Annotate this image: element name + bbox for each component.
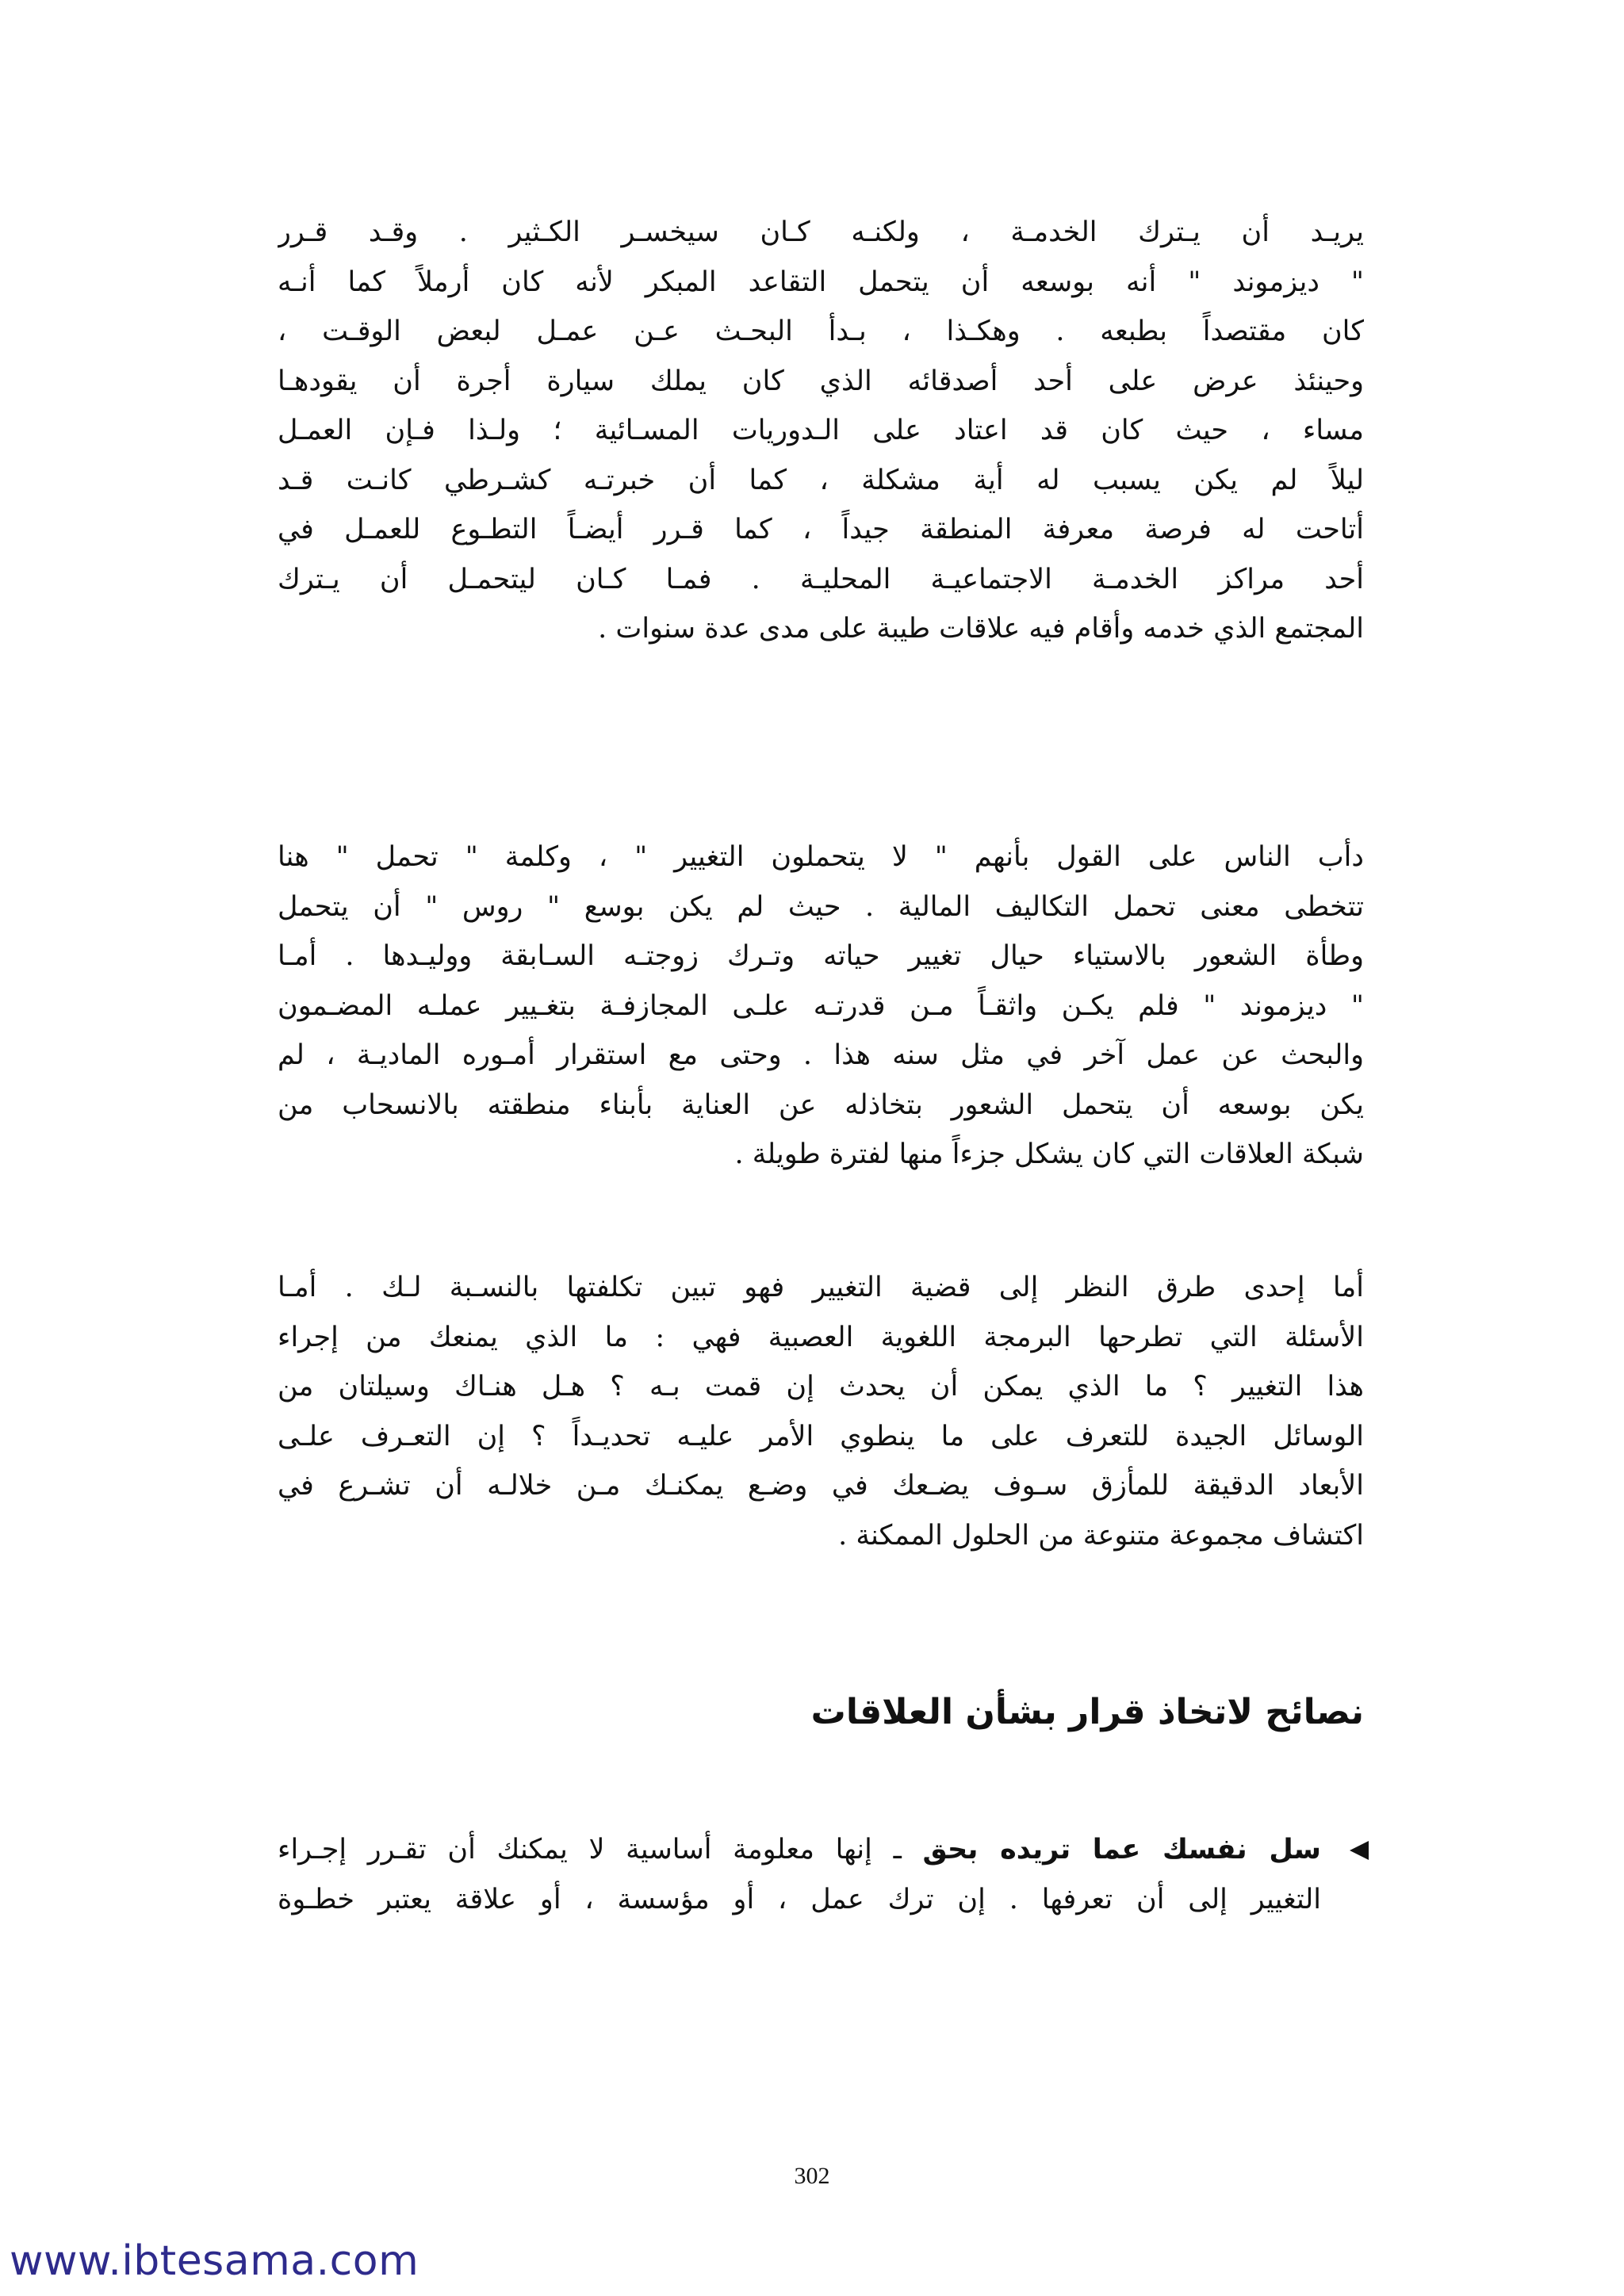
text-line: أتاحت له فرصة معرفة المنطقة جيداً ، كما قـرر أيضـاً التطـوع للعمـل في bbox=[278, 514, 1364, 545]
text-line: ليلاً لم يكن يسبب له أية مشكلة ، كما أن خبرتـه كشـرطي كانـت قـد bbox=[278, 464, 1364, 496]
text-line: تتخطى معنى تحمل التكاليف المالية . حيث لم يكن بوسع " روس " أن يتحمل bbox=[278, 890, 1364, 923]
text-line: أما إحدى طرق النظر إلى قضية التغيير فهو تبين تكلفتها بالنسـبة لـك . أمـا bbox=[278, 1272, 1364, 1303]
text-line: المجتمع الذي خدمه وأقام فيه علاقات طيبة على مدى عدة سنوات . bbox=[598, 613, 1364, 645]
text-line: هذا التغيير ؟ ما الذي يمكن أن يحدث إن قمت بـه ؟ هـل هنـاك وسيلتان من bbox=[278, 1371, 1364, 1402]
bullet-arrow-icon bbox=[1350, 1841, 1369, 1860]
bullet-line: التغيير إلى أن تعرفها . إن ترك عمل ، أو مؤسسة ، أو علاقة يعتبر خطـوة bbox=[278, 1883, 1321, 1915]
text-line: دأب الناس على القول بأنهم " لا يتحملون التغيير " ، وكلمة " تحمل " هنا bbox=[278, 841, 1364, 873]
text-line: وحينئذ عرض على أحد أصدقائه الذي كان يملك سيارة أجرة أن يقودهـا bbox=[278, 365, 1364, 397]
text-line: " ديزموند " فلم يكـن واثقـاً مـن قدرتـه علـى المجازفـة بتغـيير عملـه المضـمون bbox=[278, 989, 1364, 1022]
text-line: أحد مراكز الخدمـة الاجتماعيـة المحليـة . فمـا كـان ليتحمـل أن يـترك bbox=[278, 563, 1364, 595]
bullet-list bbox=[278, 1825, 1364, 1924]
paragraph-cost-of-change bbox=[278, 1263, 1364, 1560]
text-line: الوسائل الجيدة للتعرف على ما ينطوي الأمر عليـه تحديـداً ؟ إن التعـرف علـى bbox=[278, 1420, 1364, 1452]
text-line: وطأة الشعور بالاستياء حيال تغيير حياته وتـرك زوجتـه السـابقة ووليـدها . أمـا bbox=[278, 940, 1364, 972]
paragraph-desmond-retirement bbox=[278, 208, 1364, 654]
paragraph-bearing-change bbox=[278, 832, 1364, 1180]
page-number: 302 bbox=[794, 2163, 830, 2189]
text-line: الأبعاد الدقيقة للمأزق سـوف يضـعك في وضـع يمكنـك مـن خلالـه أن تشـرع في bbox=[278, 1470, 1364, 1502]
site-watermark: www.ibtesama.com bbox=[10, 2237, 419, 2285]
text-line: اكتشاف مجموعة متنوعة من الحلول الممكنة . bbox=[838, 1519, 1364, 1552]
bullet-line-rest: ـ إنها معلومة أساسية لا يمكنك أن تقـرر إجـراء bbox=[278, 1834, 923, 1866]
bullet-line bbox=[278, 1825, 1321, 1875]
text-line: يريـد أن يـترك الخدمـة ، ولكنـه كـان سيخسـر الكـثير . وقـد قـرر bbox=[278, 216, 1364, 248]
text-line: كان مقتصداً بطبعه . وهكـذا ، بـدأ البحـث عـن عمـل لبعض الوقـت ، bbox=[278, 316, 1364, 347]
text-line: مساء ، حيث كان قد اعتاد على الـدوريات المسـائية ؛ ولـذا فـإن العمـل bbox=[278, 415, 1364, 446]
text-line: شبكة العلاقات التي كان يشكل جزءاً منها لفترة طويلة . bbox=[734, 1138, 1364, 1170]
text-line: الأسئلة التي تطرحها البرمجة اللغوية العصبية فهي : ما الذي يمنعك من إجراء bbox=[278, 1321, 1364, 1353]
text-line: والبحث عن عمل آخر في مثل سنه هذا . وحتى مع استقرار أمـوره الماديـة ، لم bbox=[278, 1039, 1364, 1071]
text-line: يكن بوسعه أن يتحمل الشعور بتخاذله عن العناية بأبناء منطقته بالانسحاب من bbox=[278, 1089, 1364, 1121]
bullet-item bbox=[278, 1825, 1364, 1924]
bullet-bold-lead: سل نفسك عما تريده بحق bbox=[922, 1834, 1321, 1866]
text-line: " ديزموند " أنه بوسعه أن يتحمل التقاعد المبكر لأنه كان أرملاً كما أنـه bbox=[278, 266, 1364, 298]
section-heading: نصائح لاتخاذ قرار بشأن العلاقات bbox=[810, 1692, 1364, 1732]
